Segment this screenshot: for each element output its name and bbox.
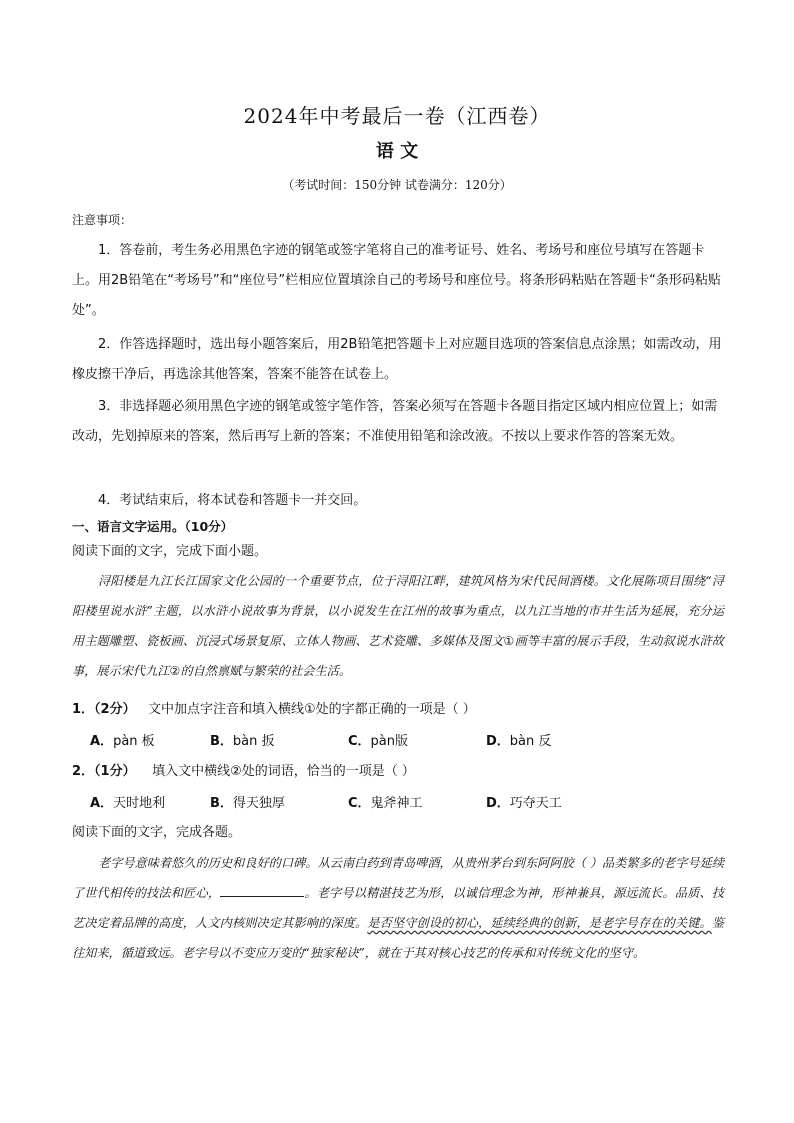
question-1 <box>72 700 476 720</box>
fill-in-blank <box>220 882 304 897</box>
question-2 <box>72 762 415 782</box>
reading-passage-1 <box>72 566 724 686</box>
passage-text: 的自然禀赋与繁荣的社会生活。 <box>180 664 352 678</box>
blank-marker-2: ② <box>169 664 181 678</box>
option-c[interactable]: C．pàn版 <box>348 734 409 749</box>
note-item-1: 1．答卷前，考生务必用黑色字迹的钢笔或签字笔将自己的准考证号、姓名、考场号和座位号填写在答题卡上。用2B铅笔在“考场号”和“座位号”栏相应位置填涂自己的考场号和座位号。将条形码粘贴在答题卡“条形码粘贴处”。 <box>72 243 721 318</box>
question-stem: 填入文中横线②处的词语，恰当的一项是（ ） <box>152 764 415 779</box>
question-score: （1分） <box>94 764 136 779</box>
option-d[interactable]: D．巧夺天工 <box>486 796 562 811</box>
question-number: 1． <box>72 702 95 717</box>
option-b[interactable]: B．得天独厚 <box>210 796 285 811</box>
passage-text: ）品类繁多的老字号延续了世代相传的技法和匠心， <box>72 856 725 900</box>
option-d[interactable]: D．bàn 反 <box>486 734 552 749</box>
passage-text: 老字号意味着悠久的历史和良好的口碑。从云南白药到青岛啤酒，从贵州茅台到东阿阿胶（ <box>98 856 586 870</box>
passage-text: 画等丰富的展示手段，生动叙说水浒故事，展示宋代九江 <box>72 634 724 678</box>
wavy-underlined-sentence: 是否坚守创设的初心，延续经典的创新，是老字号存在的关键。 <box>367 916 712 930</box>
reading-instruction: 阅读下面的文字，完成下面小题。 <box>72 544 268 559</box>
note-item-2: 2．作答选择题时，选出每小题答案后，用2B铅笔把答题卡上对应题目选项的答案信息点涂黑；如需改动，用橡皮擦干净后，再选涂其他答案，答案不能答在试卷上。 <box>72 337 722 382</box>
subject-title: 语 文 <box>375 141 419 162</box>
reading-passage-2 <box>72 848 724 968</box>
question-number: 2． <box>72 764 95 779</box>
section-title: 一、语言文字运用。（10分） <box>72 519 234 534</box>
blank-marker-1: ① <box>503 634 515 648</box>
passage-text: 浔阳楼是九江长江国家文化公园的一个重要节点，位于浔阳江畔，建筑风格为宋代民间酒楼。文化展陈项目围绕“浔阳楼里说水浒”主题，以水浒小说故事为背景，以小说发生在江州的故事为重点，以九江当地的市井生活为延展，充分运用主题雕塑、瓷板画、沉浸式场景复原、立体人物画、艺术瓷雕、多媒体及图文 <box>72 574 724 648</box>
passage-text: 。老字号以精湛技艺为形，以诚信理念为神，形神兼具，源远流长。品质、技艺决定着品牌的高度，人文内核则决定其影响的深度。 <box>72 886 725 930</box>
option-c[interactable]: C．鬼斧神工 <box>348 796 423 811</box>
note-item-3: 3．非选择题必须用黑色字迹的钢笔或签字笔作答，答案必须写在答题卡各题目指定区域内相应位置上；如需改动，先划掉原来的答案，然后再写上新的答案；不准使用铅笔和涂改液。不按以上要求作答的答案无效。 <box>72 399 718 444</box>
option-a[interactable]: A．天时地利 <box>90 796 166 811</box>
option-b[interactable]: B．bàn 扳 <box>210 734 275 749</box>
notes-label: 注意事项： <box>72 213 133 227</box>
reading-instruction-2: 阅读下面的文字，完成各题。 <box>72 825 242 840</box>
note-item-4: 4．考试结束后，将本试卷和答题卡一并交回。 <box>98 493 367 508</box>
option-a[interactable]: A．pàn 板 <box>90 734 155 749</box>
exam-info: （考试时间：150分钟 试卷满分：120分） <box>282 178 512 192</box>
question-stem: 文中加点字注音和填入横线①处的字都正确的一项是（ ） <box>148 702 476 717</box>
exam-title: 2024年中考最后一卷（江西卷） <box>243 104 551 128</box>
question-score: （2分） <box>94 702 136 717</box>
passage-text: 鉴往知来，循道致远。老字号以不变应万变的“独家秘诀”，就在于其对核心技艺的传承和对传统文化的坚守。 <box>72 916 725 960</box>
